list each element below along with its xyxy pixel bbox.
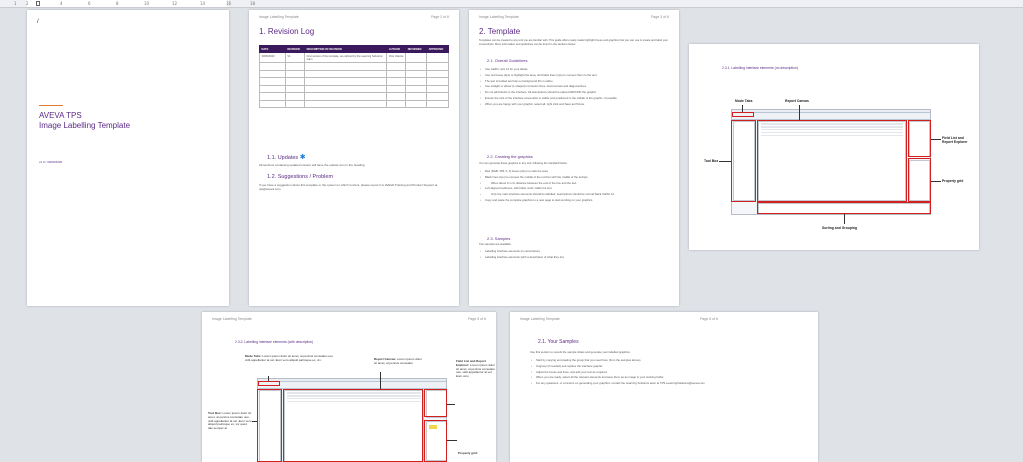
revision-table [259, 45, 449, 108]
cell: First version of the template, as outlined by the Learning Solutions team [305, 53, 387, 63]
label-report-canvas [374, 358, 424, 366]
ruler-mark: 10 [144, 1, 150, 6]
list-item: • Copy and paste the complete graphics to a new page to start working on your graphics. [479, 199, 669, 203]
ruler-mark: 18 [250, 1, 256, 6]
ruler-text-area [27, 0, 227, 7]
list-item: • Black lines (1px) to connect the middle of the red box with the middle of the text/pic. [479, 176, 669, 180]
subsection-title: 2.3.1. Labelling interface elements (no description) [722, 66, 798, 70]
ruler-mark: 6 [88, 1, 91, 6]
table-row [260, 70, 449, 78]
list-item: • Left aligned textboxes, with black, bold, Calibri 14 text. [479, 187, 669, 191]
col-date: DATE [260, 46, 286, 53]
cover-version: v1.0 / 30/09/2020 [39, 160, 63, 164]
section-title: 2.1. Your Samples [538, 339, 579, 345]
ruler-mark: 12 [172, 1, 178, 6]
list-item: • Red (RGB: 255, 0, 0) boxes (2px) to mark the area [479, 170, 669, 174]
ruler-mark: 1 [14, 1, 17, 6]
highlight-box [732, 112, 754, 117]
table-row [260, 85, 449, 93]
samples-list [479, 248, 669, 262]
table-row [260, 53, 449, 63]
col-reviewed: REVIEWED [406, 46, 427, 53]
ruler-mark: 14 [200, 1, 206, 6]
list-item: • Ensure the size of the interface screenshot is visible and positioned in the middle of the graphic, if possible. [479, 97, 669, 101]
col-description: DESCRIPTION OF REVISION [305, 46, 387, 53]
cell: V1 [285, 53, 304, 63]
highlight-box [257, 389, 282, 462]
header-title: Image Labelling Template [520, 317, 560, 321]
label-sorting: Sorting and Grouping [822, 226, 858, 230]
list-item: • Use red boxes (2px) to highlight the area, and black lines (1px) to connect them to the text. [479, 74, 669, 78]
samples-instructions-list [530, 357, 800, 388]
guidelines-list [479, 66, 669, 109]
text-cursor: / [37, 19, 39, 25]
highlight-box [731, 120, 756, 202]
label-field-list: Field List and Report Explorer [942, 136, 968, 144]
highlight-box [757, 120, 907, 202]
page-number: Page 3 of 6 [651, 15, 669, 19]
col-author: AUTHOR [387, 46, 406, 53]
list-item: • Use straight or elbow (L-shaped) connector lines. Avoid arrows and diagonal lines. [479, 85, 669, 89]
table-row [260, 100, 449, 108]
ruler-mark: 2 [26, 1, 29, 6]
highlight-box [424, 420, 447, 462]
cell [427, 53, 449, 63]
connector-line [447, 440, 457, 441]
page-header [259, 15, 449, 19]
header-title: Image Labelling Template [479, 15, 519, 19]
creating-list [479, 168, 669, 205]
label-property-grid [458, 452, 494, 456]
ribbon [732, 113, 930, 120]
label-report-canvas: Report Canvas [785, 99, 809, 103]
list-item: • When you are ready, select all the relevant elements and save them as an image in your working folder. [530, 376, 800, 380]
page-your-samples[interactable] [510, 312, 818, 462]
updates-heading [267, 153, 306, 161]
highlight-box [258, 381, 280, 386]
subsection-title: 2.1. Overall Guidelines [487, 58, 528, 63]
intro-text: Use this section to rework the sample slides and generate your labelled graphics. [530, 350, 631, 354]
ruler-mark: 8 [116, 1, 119, 6]
list-item: • When you are happy with your graphic, select all, right click and Save as Picture. [479, 103, 669, 107]
table-row [260, 63, 449, 71]
list-item: • Labelling interface elements (no description) [479, 250, 669, 254]
label-tool-box: Tool Box [704, 159, 719, 163]
subsection-title: 2.3. Samples [487, 236, 511, 241]
label-tool-box [208, 412, 252, 431]
connector-line [742, 105, 743, 112]
connector-line [252, 421, 257, 422]
connector-line [844, 214, 845, 224]
label-description: Lorem ipsum dolor sit amet, at pericus consulatu [374, 357, 422, 365]
update-icon: ✱ [299, 154, 306, 161]
page-number: Page 6 of 6 [700, 317, 718, 321]
connector-line [931, 139, 941, 140]
page-header [479, 15, 669, 19]
ribbon [258, 382, 446, 389]
label-title: Mode Tabs: [245, 354, 262, 358]
samples-text: Two samples are available: [479, 243, 512, 246]
cell: Vitor Valente [387, 53, 406, 63]
page-number: Page 2 of 6 [431, 15, 449, 19]
subsection-title: 2.2. Creating the graphics [487, 154, 533, 159]
list-item: • When about 0.1 cm distance between the end of the line and the text. [479, 182, 669, 186]
list-item: • Only the main interface elements should be labelled; descriptions should be normal black Calibri 14. [479, 193, 669, 197]
label-description: Lorem ipsum dolor sit amet, at pericus consulatu usu, vidit appellantur at vel. Eum vero aliquid patrioque ex, vix quod tale semper at. [208, 411, 252, 431]
highlight-box [908, 120, 931, 157]
list-item: • For any questions, or concerns on generating your graphics, contact the Learning Solutions team at TPS.LearningSolutions@aveva.com [530, 382, 800, 386]
connector-line [719, 161, 731, 162]
horizontal-ruler[interactable] [0, 0, 1023, 8]
header-title: Image Labelling Template [259, 15, 299, 19]
section-title: 1. Revision Log [259, 27, 315, 36]
label-description: Lorem ipsum dolor sit amet, at pericus consulatu usu, vidit appellantur at vel. Eum vero [456, 362, 495, 379]
page-number: Page 5 of 6 [468, 317, 486, 321]
suggestions-text: If you have a suggestion about this template or the system to which it refers, please report it to AVEVA Training and Product Support at tps@aveva.com [259, 183, 438, 191]
cell: 30/09/2020 [260, 53, 286, 63]
list-item: • Do not add blocks in the interface. All descriptions should be placed AROUND the graphic. [479, 91, 669, 95]
highlight-box [283, 389, 423, 462]
label-field-list [456, 360, 496, 379]
list-item: • The text is bolded and has no background fill or outline. [479, 80, 669, 84]
page-header [212, 317, 486, 321]
label-title: Field List and Report Explorer: [456, 359, 486, 367]
connector-line [799, 105, 800, 120]
col-approved: APPROVED [427, 46, 449, 53]
accent-line [39, 105, 63, 106]
ruler-mark: 16 [226, 1, 232, 6]
page-revision-log[interactable] [249, 10, 459, 306]
connector-line [268, 376, 269, 381]
suggestions-heading: 1.2. Suggestions / Problem [267, 174, 334, 180]
col-revision: REVISION [285, 46, 304, 53]
label-title: Property grid: [458, 451, 478, 455]
ruler-mark: 4 [60, 1, 63, 6]
connector-line [380, 372, 381, 389]
list-item: • Start by copying and pasting the group that you need here (from the samples above). [530, 359, 800, 363]
label-title: Report Canvas: [374, 357, 397, 361]
table-row [260, 93, 449, 101]
label-mode-tabs: Mode Tabs [735, 99, 753, 103]
label-description: Lorem ipsum dolor sit amet, at pericus consulatu usu, vidit appellantur at vel. Eum vero aliquid patrioque ex, vix. [245, 354, 334, 362]
updates-text: All sections containing updated content will have the update icon in the heading. [259, 163, 366, 167]
cover-title-line1: AVEVA TPS [39, 111, 82, 120]
updates-title: 1.1. Updates [267, 155, 299, 161]
list-item: • Ungroup (if needed) and replace the interface graphic. [530, 365, 800, 369]
connector-line [447, 404, 455, 405]
connector-line [931, 181, 941, 182]
page-template[interactable] [469, 10, 679, 306]
list-item: • Labelling interface elements (with a description of what they do) [479, 256, 669, 260]
highlight-box [908, 158, 931, 202]
page-labelled-graphic[interactable] [689, 44, 979, 250]
subsection-title: 2.3.2. Labelling interface elements (with description) [235, 340, 314, 344]
section-title: 2. Template [479, 27, 521, 36]
label-title: Tool Box: [208, 411, 222, 415]
creating-text: You can generate these graphics in any tool, following the standard below: [479, 162, 568, 165]
page-cover[interactable] [27, 10, 229, 306]
label-property-grid: Property grid [942, 179, 964, 183]
highlight-box [424, 389, 447, 417]
table-row [260, 78, 449, 86]
cover-title-line2: Image Labelling Template [39, 121, 131, 130]
header-title: Image Labelling Template [212, 317, 252, 321]
label-mode-tabs [245, 355, 335, 363]
page-labelled-graphic-description[interactable] [202, 312, 496, 462]
cell [406, 53, 427, 63]
page-header [520, 317, 808, 321]
highlight-box [757, 202, 931, 214]
ruler-indent-marker[interactable] [36, 1, 40, 6]
intro-text: Templates can be created to any tool you are familiar with. This guide offers ready-made highlight boxes and graphics that you can use to create and label your screenshots. More information and guidelines can be found in the sections below. [479, 39, 669, 46]
list-item: • Use Calibri, size 14 for your labels. [479, 68, 669, 72]
list-item: • Adjust the boxes and lines, and add your text as required. [530, 371, 800, 375]
